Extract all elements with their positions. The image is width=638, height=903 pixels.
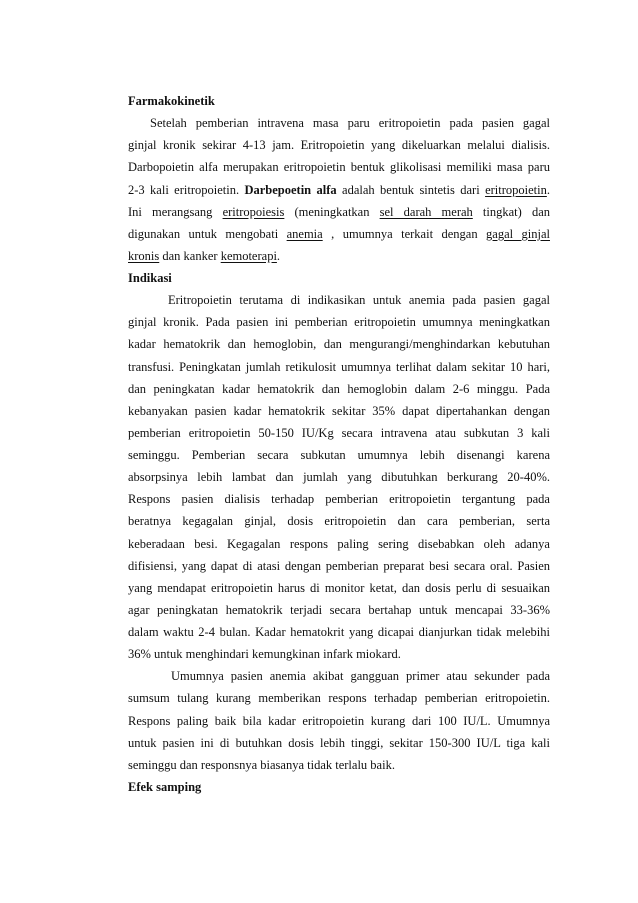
text-run: difisiensi, yang dapat di atasi dengan pemberian preparat besi secara oral. Pasien — [128, 558, 550, 573]
text-line — [128, 245, 550, 267]
link-eritropoietin[interactable]: eritropoietin — [485, 182, 547, 197]
text-line — [128, 444, 550, 466]
text-run: sumsum tulang kurang memberikan respons terhadap pemberian eritropoietin. — [128, 691, 550, 706]
text-line — [128, 732, 550, 754]
text-run: 36% untuk menghindari kemungkinan infark miokard. — [128, 647, 401, 662]
text-run: 2-3 kali eritropoietin. — [128, 182, 245, 197]
text-line — [128, 710, 550, 732]
link-kemoterapi[interactable]: kemoterapi — [220, 248, 277, 263]
text-run: Eritropoietin terutama di indikasikan untuk anemia pada pasien gagal — [168, 293, 550, 308]
text-line — [128, 665, 550, 687]
section-heading-indikasi: Indikasi — [128, 271, 172, 285]
text-run: keberadaan besi. Kegagalan respons paling sering disebabkan oleh adanya — [128, 536, 550, 551]
text-run: , umumnya terkait dengan — [322, 226, 487, 241]
text-run: Umumnya pasien anemia akibat gangguan primer atau sekunder pada — [171, 669, 550, 684]
text-run: seminggu. Pemberian secara subkutan umumnya lebih disenangi karena — [128, 448, 550, 462]
text-run: transfusi. Peningkatan jumlah retikulosit umumnya terlihat dalam sekitar 10 hari, — [128, 359, 550, 374]
text-line — [128, 134, 550, 156]
text-run: Respons pasien dialisis terhadap pemberian eritropoietin tergantung pada — [128, 492, 550, 507]
text-run: Setelah pemberian intravena masa paru eritropoietin pada pasien gagal — [150, 116, 550, 131]
text-line — [128, 201, 550, 223]
text-line — [128, 400, 550, 422]
text-line — [128, 223, 550, 245]
text-line — [128, 621, 550, 643]
text-run: Ini merangsang — [128, 204, 223, 219]
link-anemia[interactable]: anemia — [286, 226, 323, 241]
text-run: absorpsinya lebih lambat dan jumlah yang dibutuhkan berkurang 20-40%. — [128, 470, 550, 485]
text-line — [128, 333, 550, 355]
section-heading-farmakokinetik: Farmakokinetik — [128, 94, 215, 108]
text-run: agar peningkatan hematokrik terjadi secara bertahap untuk mencapai 33-36% — [128, 602, 550, 617]
link-gagal-ginjal[interactable]: gagal ginjal — [486, 226, 550, 241]
text-run: pemberian eritropoietin 50-150 IU/Kg secara intravena atau subkutan 3 kali — [128, 425, 550, 440]
paragraph-farmakokinetik — [128, 112, 550, 267]
section-heading-efek-samping: Efek samping — [128, 779, 202, 794]
text-line — [128, 356, 550, 378]
link-kronis[interactable]: kronis — [128, 248, 160, 263]
text-line — [128, 510, 550, 532]
text-run: . — [546, 182, 550, 197]
text-run: Darbopoietin alfa merupakan eritropoietin bentuk glikolisasi memiliki masa paru — [128, 160, 550, 175]
text-run: ginjal kronik sekirar 4-13 jam. Eritropoietin yang dikeluarkan melalui dialisis. — [128, 138, 550, 153]
text-line — [128, 289, 550, 311]
text-run: . — [276, 248, 281, 263]
text-run: kebanyakan pasien kadar hematokrik sekitar 35% dapat dipertahankan dengan — [128, 403, 550, 418]
text-run: untuk pasien ini di butuhkan dosis lebih tinggi, sekitar 150-300 IU/L tiga kali — [128, 735, 550, 750]
text-run: ginjal kronik. Pada pasien ini pemberian eritropoietin umumnya meningkatkan — [128, 315, 550, 330]
text-line — [128, 422, 550, 444]
text-line — [128, 555, 550, 577]
bold-term: Darbepoetin alfa — [244, 182, 337, 197]
text-run: kadar hematokrik dan hemoglobin, dan mengurangi/menghindarkan kebutuhan — [128, 337, 550, 352]
text-line — [128, 156, 550, 178]
text-run: adalah bentuk sintetis dari — [336, 182, 486, 197]
text-line — [128, 643, 550, 665]
text-run: seminggu dan responsnya biasanya tidak terlalu baik. — [128, 757, 395, 772]
text-run: beratnya kegagalan ginjal, dosis eritropoietin dan cara pemberian, serta — [128, 514, 550, 529]
text-line — [128, 488, 550, 510]
document-body — [128, 90, 550, 798]
paragraph-indikasi-2 — [128, 665, 550, 776]
text-run: tingkat) dan — [472, 204, 550, 219]
text-run: (meningkatkan — [284, 204, 380, 219]
text-run: digunakan untuk mengobati — [128, 226, 287, 241]
text-line — [128, 179, 550, 201]
text-line — [128, 577, 550, 599]
text-line — [128, 533, 550, 555]
text-run: dalam waktu 2-4 bulan. Kadar hematokrit yang dicapai dianjurkan tidak melebihi — [128, 625, 550, 639]
text-line — [128, 599, 550, 621]
text-line — [128, 112, 550, 134]
text-run: Respons paling baik bila kadar eritropoietin kurang dari 100 IU/L. Umumnya — [128, 713, 550, 728]
link-eritropoiesis[interactable]: eritropoiesis — [222, 204, 285, 219]
text-line — [128, 311, 550, 333]
text-line — [128, 466, 550, 488]
link-sel-darah-merah[interactable]: sel darah merah — [379, 204, 473, 219]
text-line — [128, 687, 550, 709]
paragraph-indikasi-1 — [128, 289, 550, 665]
text-run: yang mendapat eritropoietin harus di monitor ketat, dan dosis perlu di sesuaikan — [128, 580, 550, 595]
text-run: dan kanker — [159, 248, 221, 263]
text-line — [128, 378, 550, 400]
text-line — [128, 754, 550, 776]
text-run: dan peningkatan kadar hematokrik dan hemoglobin dalam 2-6 minggu. Pada — [128, 381, 550, 396]
